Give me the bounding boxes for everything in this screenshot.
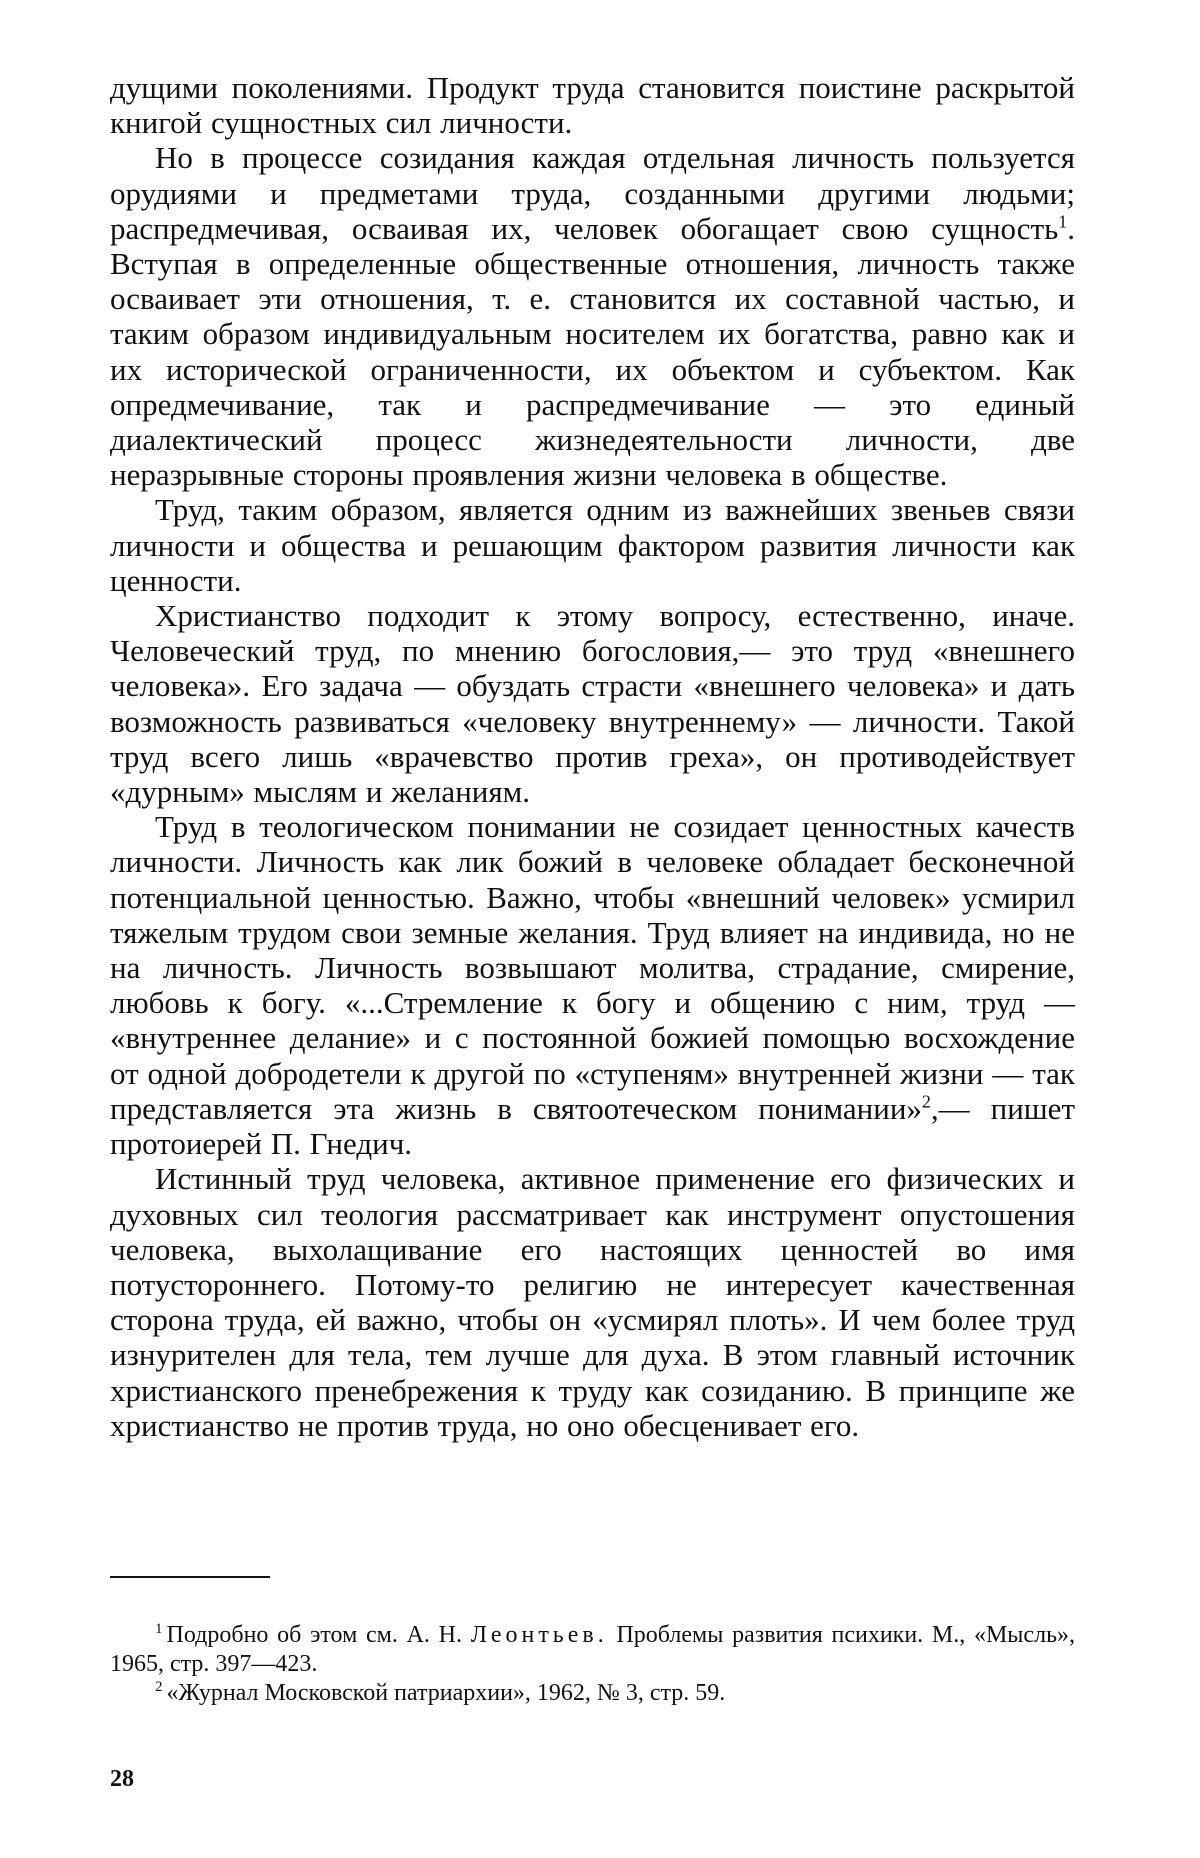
paragraph-4: [110, 598, 1075, 809]
paragraph-3: [110, 492, 1075, 598]
paragraph-3-text: Труд, таким образом, является одним из важнейших звеньев связи личности и общества и решающим фактором развития личности как ценности.: [110, 492, 1075, 598]
paragraph-2-text-b: . Вступая в определенные общественные отношения, личность также осваивает эти отношения, т. е. становится их составной частью, и таким образом индивидуальным носителем их богатства, равно как и их исторической ограниченности, их объектом и субъектом. Как опредмечивание, так и распредмечивание — это единый диалектический процесс жизнедеятельности личности, две неразрывные стороны проявления жизни человека в обществе.: [110, 210, 1075, 493]
paragraph-2: [110, 140, 1075, 492]
main-text: [110, 70, 1075, 1443]
paragraph-6: [110, 1161, 1075, 1443]
page-number: 28: [110, 1766, 134, 1792]
paragraph-4-text: Христианство подходит к этому вопросу, естественно, иначе. Человеческий труд, по мнению богословия,— это труд «внешнего человека». Его задача — обуздать страсти «внешнего человека» и дать возможность развиваться «человеку внутреннему» — личности. Такой труд всего лишь «врачевство против греха», он противодействует «дурным» мыслям и желаниям.: [110, 598, 1075, 810]
footnote-separator: [110, 1576, 270, 1578]
footnote-ref-2: 2: [921, 1091, 931, 1112]
footnote-1-author: Леонтьев.: [470, 1622, 608, 1648]
paragraph-1-text: дущими поколениями. Продукт труда становится поистине раскрытой книгой сущностных сил личности.: [110, 70, 1075, 141]
footnote-1: [110, 1621, 1075, 1679]
footnote-1-mark: 1: [155, 1621, 163, 1637]
paragraph-6-text: Истинный труд человека, активное применение его физических и духовных сил теология рассматривает как инструмент опустошения человека, выхолащивание его настоящих ценностей во имя потустороннего. Потому-то религию не интересует качественная сторона труда, ей важно, чтобы он «усмирял плоть». И чем более труд изнурителен для тела, тем лучше для духа. В этом главный источник христианского пренебрежения к труду как созиданию. В принципе же христианство не против труда, но оно обесценивает его.: [110, 1161, 1075, 1443]
paragraph-2-text-a: Но в процессе созидания каждая отдельная личность пользуется орудиями и предметами труда, созданными другими людьми; распредмечивая, осваивая их, человек обогащает свою сущность: [110, 140, 1075, 246]
footnote-1-text-b: Проблемы развития психики. М., «Мысль», 1965, стр. 397—423.: [110, 1622, 1076, 1677]
footnote-2-mark: 2: [155, 1679, 163, 1695]
footnote-2-text: «Журнал Московской патриархии», 1962, № 3, стр. 59.: [166, 1680, 726, 1706]
paragraph-5: [110, 809, 1075, 1161]
footnotes: [110, 1621, 1075, 1708]
paragraph-5-text-a: Труд в теологическом понимании не созидает ценностных качеств личности. Личность как лик божий в человеке обладает бесконечной потенциальной ценностью. Важно, чтобы «внешний человек» усмирил тяжелым трудом свои земные желания. Труд влияет на индивида, но не на личность. Личность возвышают молитва, страдание, смирение, любовь к богу. «...Стремление к богу и общению с ним, труд — «внутреннее делание» и с постоянной божией помощью восхождение от одной добродетели к другой по «ступеням» внутренней жизни — так представляется эта жизнь в святоотеческом понимании»: [110, 809, 1075, 1126]
footnote-ref-1: 1: [1058, 211, 1068, 232]
paragraph-1: [110, 70, 1075, 140]
paragraph-5-text-b: ,— пишет протоиерей П. Гнедич.: [110, 1090, 1075, 1162]
footnote-2: [110, 1679, 1075, 1708]
footnote-1-text-a: Подробно об этом см. А. Н.: [166, 1622, 462, 1648]
